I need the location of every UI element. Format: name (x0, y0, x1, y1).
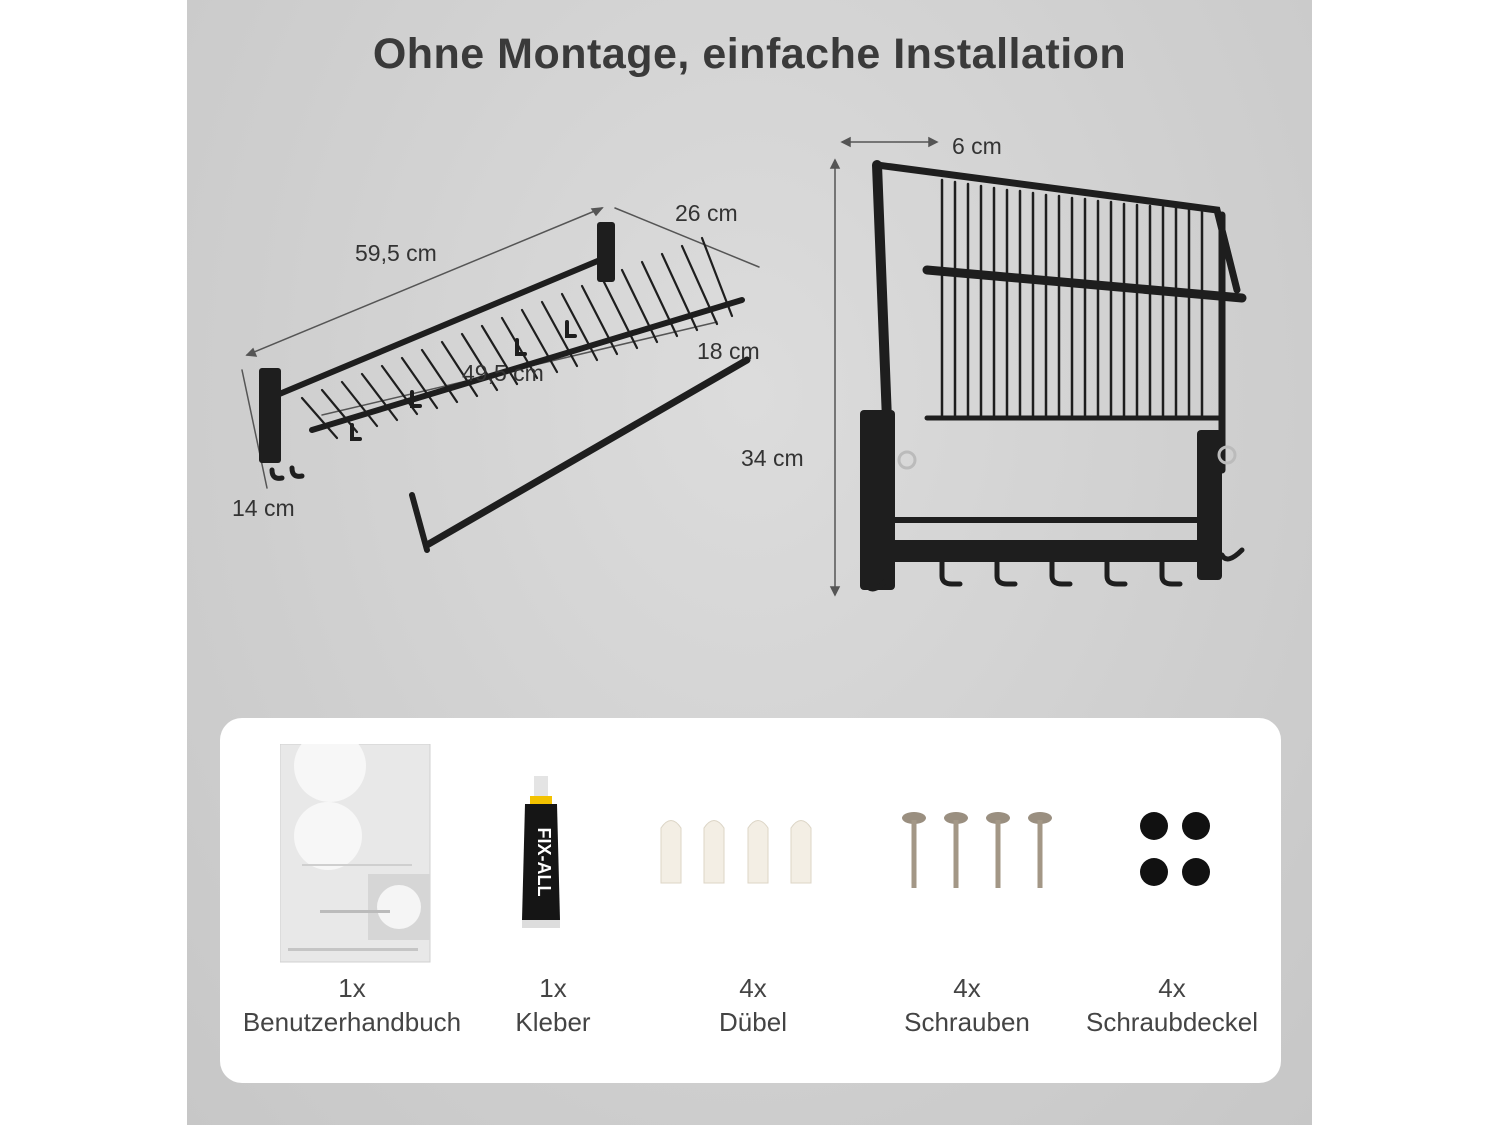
screw-cap-icon (1138, 810, 1213, 890)
dim-height-total: 34 cm (741, 445, 804, 471)
page-title: Ohne Montage, einfache Installation (372, 30, 1127, 78)
manual-icon (280, 744, 432, 964)
dim-inner-length: 49,5 cm (462, 360, 544, 386)
dim-length-total: 59,5 cm (355, 240, 437, 266)
accessory-name: Kleber (515, 1007, 591, 1037)
accessory-name: Schrauben (904, 1007, 1030, 1037)
accessory-qty: 4x (739, 973, 767, 1003)
accessory-cap-caption (1042, 971, 1302, 1039)
dim-height-side: 14 cm (232, 495, 295, 521)
dim-inner-depth: 18 cm (697, 338, 760, 364)
accessory-qty: 1x (539, 973, 567, 1003)
wall-plug-icon (656, 813, 816, 893)
dim-depth: 26 cm (675, 200, 738, 226)
glue-brand-label: FIX-ALL (534, 827, 554, 897)
accessory-qty: 4x (1158, 973, 1186, 1003)
accessory-qty: 1x (338, 973, 366, 1003)
glue-tube-icon (520, 776, 562, 930)
accessory-name: Schraubdeckel (1086, 1007, 1258, 1037)
product-panel (187, 0, 1312, 1125)
accessory-name: Dübel (719, 1007, 787, 1037)
screw-icon (900, 808, 1065, 893)
accessories-box (220, 718, 1281, 1083)
accessory-qty: 4x (953, 973, 981, 1003)
accessory-name: Benutzerhandbuch (242, 1007, 462, 1037)
dim-depth-folded: 6 cm (952, 133, 1002, 159)
